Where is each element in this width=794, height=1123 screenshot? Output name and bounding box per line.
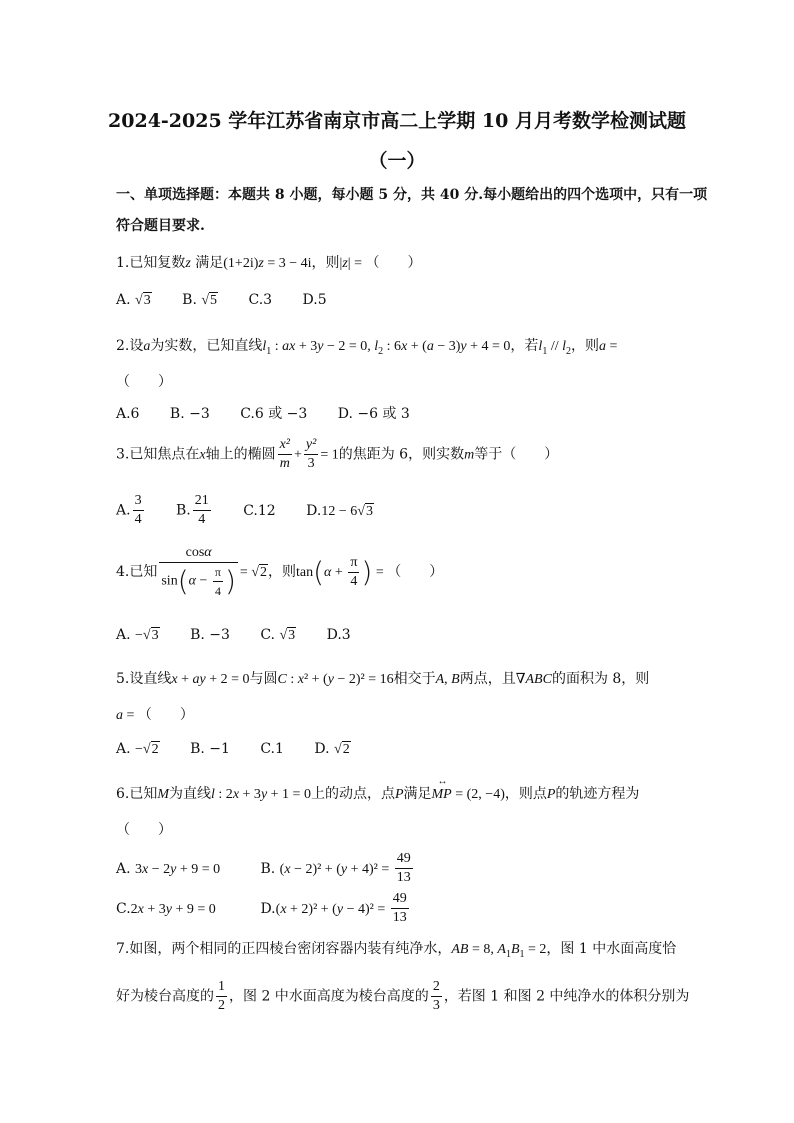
- section-heading: 一、单项选择题：本题共 8 小题，每小题 5 分，共 40 分.每小题给出的四个选项中，只有一项: [116, 187, 708, 203]
- option-a: A. 3x − 2y + 9 = 0: [116, 860, 221, 877]
- section-heading-cont: 符合题目要求.: [116, 218, 205, 234]
- option-b: B. −1: [190, 741, 230, 757]
- option-d: D. −6 或 3: [337, 406, 410, 422]
- question-6-paren: （ ）: [116, 822, 172, 838]
- question-3: 3.已知焦点在x轴上的椭圆 $\frac{\text{x²}}{m}$ + $\frac{\text{y²}}{3}$ = 1的焦距为 6，则实数m等于（ ）: [116, 437, 559, 471]
- option-c: C.3: [248, 292, 273, 308]
- option-a: A. −√2: [116, 741, 159, 757]
- option-b: B. (x − 2)² + (y + 4)² = $\frac{49}{13}$: [260, 851, 411, 885]
- question-4: 4.已知 cosα sin(α − $\frac{\pi}{4}$ ) = √2，则tan(α + $\frac{\pi}{4}$ ) = （ ）: [116, 545, 444, 598]
- question-5-line2: a = （ ）: [116, 707, 194, 723]
- option-c: C.1: [260, 741, 284, 757]
- option-d: D. √2: [314, 741, 350, 757]
- document-subtitle: （一）: [368, 150, 426, 172]
- question-2-paren: （ ）: [116, 374, 172, 390]
- question-7-line2: 好为棱台高度的 $\frac{1}{2}$ ，图 2 中水面高度为棱台高度的 $\frac{2}{3}$ ，若图 1 和图 2 中纯净水的体积分别为: [116, 979, 690, 1013]
- option-a: A. √3: [116, 292, 151, 308]
- question-7: 7.如图，两个相同的正四棱台密闭容器内装有纯净水，AB = 8, $A_1B_1 = 2$，图 1 中水面高度恰: [116, 941, 677, 960]
- option-b: B. −3: [169, 406, 210, 422]
- option-c: C.2x + 3y + 9 = 0: [116, 900, 216, 917]
- question-5-options: [116, 741, 377, 758]
- question-5: 5.设直线x + ay + 2 = 0与圆C : x² + (y − 2)² = 16相交于A, B两点，且∇ABC的面积为 8，则: [116, 671, 650, 687]
- question-2-options: [116, 403, 436, 423]
- option-d: D.12 − 6√3: [306, 502, 373, 519]
- option-b: B. $\frac{21}{4}$: [176, 493, 209, 527]
- option-d: D.5: [302, 292, 327, 308]
- question-1: 1.已知复数z 满足(1+2i)z = 3 − 4i，则|z| = （ ）: [116, 255, 422, 271]
- document-title: 2024-2025 学年江苏省南京市高二上学期 10 月月考数学检测试题: [108, 110, 686, 132]
- option-d: D.3: [326, 627, 351, 643]
- option-b: B. √5: [182, 292, 218, 308]
- option-a: A. −√3: [116, 627, 159, 643]
- question-1-options: [116, 292, 353, 309]
- option-c: C. √3: [260, 627, 296, 643]
- option-c: C.12: [243, 502, 276, 519]
- option-d: D.(x + 2)² + (y − 4)² = $\frac{49}{13}$: [260, 891, 407, 925]
- question-3-options: [116, 492, 400, 529]
- option-a: A. $\frac{3}{4}$: [116, 493, 142, 527]
- option-b: B. −3: [190, 627, 230, 643]
- question-6-options-ab: [116, 850, 415, 887]
- option-a: A.6: [116, 406, 140, 422]
- question-2: 2.设a为实数，已知直线$l_1$ : ax + 3y − 2 = 0, $l_2$ : 6x + (a − 3)y + 4 = 0，若$l_1 // l_2$，则a =: [116, 338, 618, 357]
- option-c: C.6 或 −3: [240, 406, 308, 422]
- question-6: 6.已知M为直线l : 2x + 3y + 1 = 0上的动点，点P满足 ↔ MP = (2, −4)，则点P的轨迹方程为: [116, 776, 640, 802]
- question-4-options: [116, 627, 377, 644]
- question-6-options-cd: [116, 890, 411, 927]
